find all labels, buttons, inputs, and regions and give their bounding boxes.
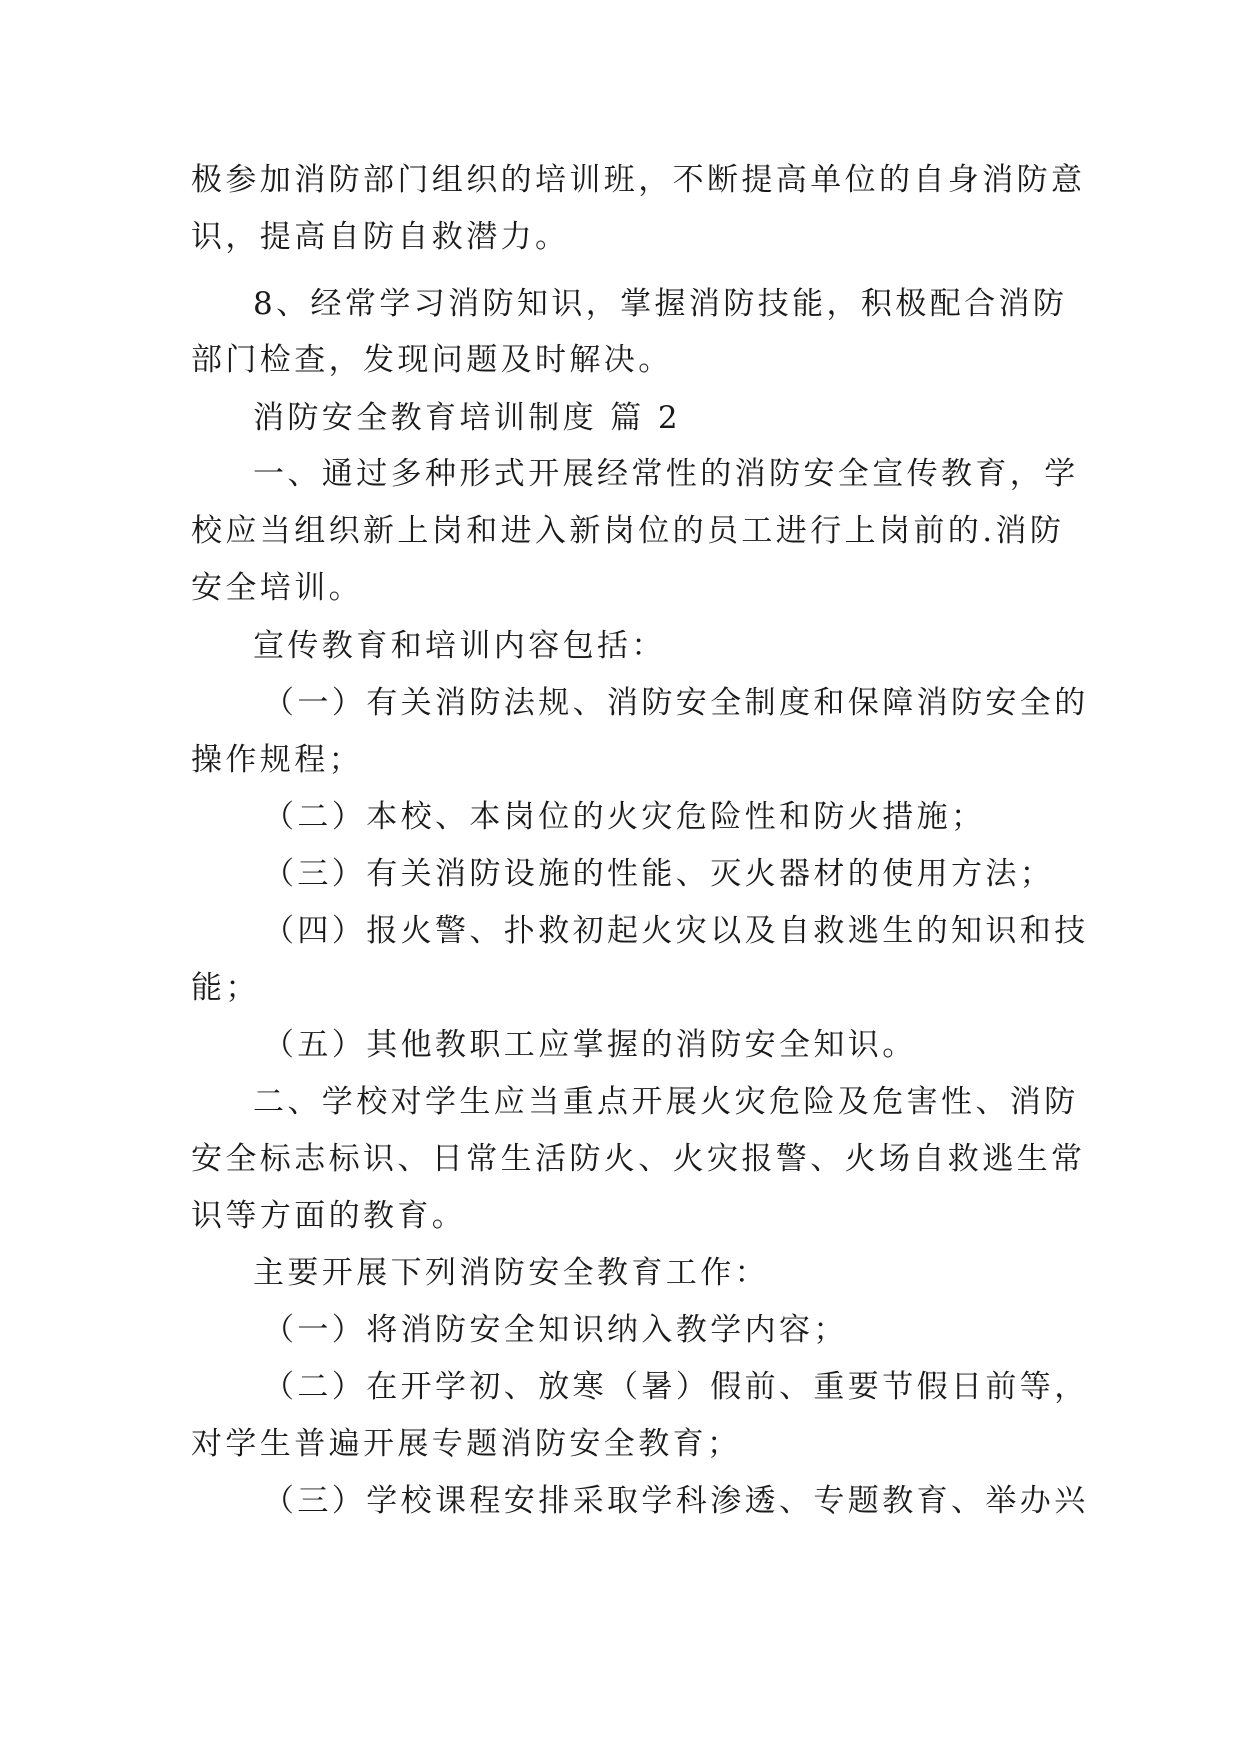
paragraph-line: 识等方面的教育。 — [191, 1198, 467, 1234]
paragraph-line: 主要开展下列消防安全教育工作： — [253, 1255, 769, 1291]
list-item: （四）报火警、扑救初起火灾以及自救逃生的知识和技 — [263, 913, 1089, 949]
list-item-continuation: 操作规程； — [191, 742, 363, 778]
paragraph-line: 极参加消防部门组织的培训班，不断提高单位的自身消防意 — [191, 162, 1086, 198]
list-item: （一）将消防安全知识纳入教学内容； — [263, 1312, 848, 1348]
list-item: （二）在开学初、放寒（暑）假前、重要节假日前等， — [263, 1369, 1089, 1405]
list-item: （三）学校课程安排采取学科渗透、专题教育、举办兴 — [263, 1483, 1089, 1519]
paragraph-line: 一、通过多种形式开展经常性的消防安全宣传教育，学 — [253, 456, 1079, 492]
paragraph-line: 8、经常学习消防知识，掌握消防技能，积极配合消防 — [253, 286, 1068, 322]
paragraph-line: 部门检查，发现问题及时解决。 — [191, 342, 673, 378]
list-item: （二）本校、本岗位的火灾危险性和防火措施； — [263, 799, 986, 835]
list-item: （一）有关消防法规、消防安全制度和保障消防安全的 — [263, 685, 1089, 721]
list-item: （三）有关消防设施的性能、灭火器材的使用方法； — [263, 856, 1055, 892]
paragraph-line: 校应当组织新上岗和进入新岗位的员工进行上岗前的.消防 — [191, 513, 1065, 549]
paragraph-line: 二、学校对学生应当重点开展火灾危险及危害性、消防 — [253, 1084, 1079, 1120]
paragraph-line: 安全培训。 — [191, 570, 363, 606]
list-item: （五）其他教职工应掌握的消防安全知识。 — [263, 1027, 917, 1063]
paragraph-line: 宣传教育和培训内容包括： — [253, 628, 666, 664]
paragraph-line: 安全标志标识、日常生活防火、火灾报警、火场自救逃生常 — [191, 1141, 1086, 1177]
list-item-continuation: 对学生普遍开展专题消防安全教育； — [191, 1426, 742, 1462]
list-item-continuation: 能； — [191, 970, 260, 1006]
section-heading: 消防安全教育培训制度 篇 2 — [253, 400, 682, 436]
paragraph-line: 识，提高自防自救潜力。 — [191, 219, 570, 255]
